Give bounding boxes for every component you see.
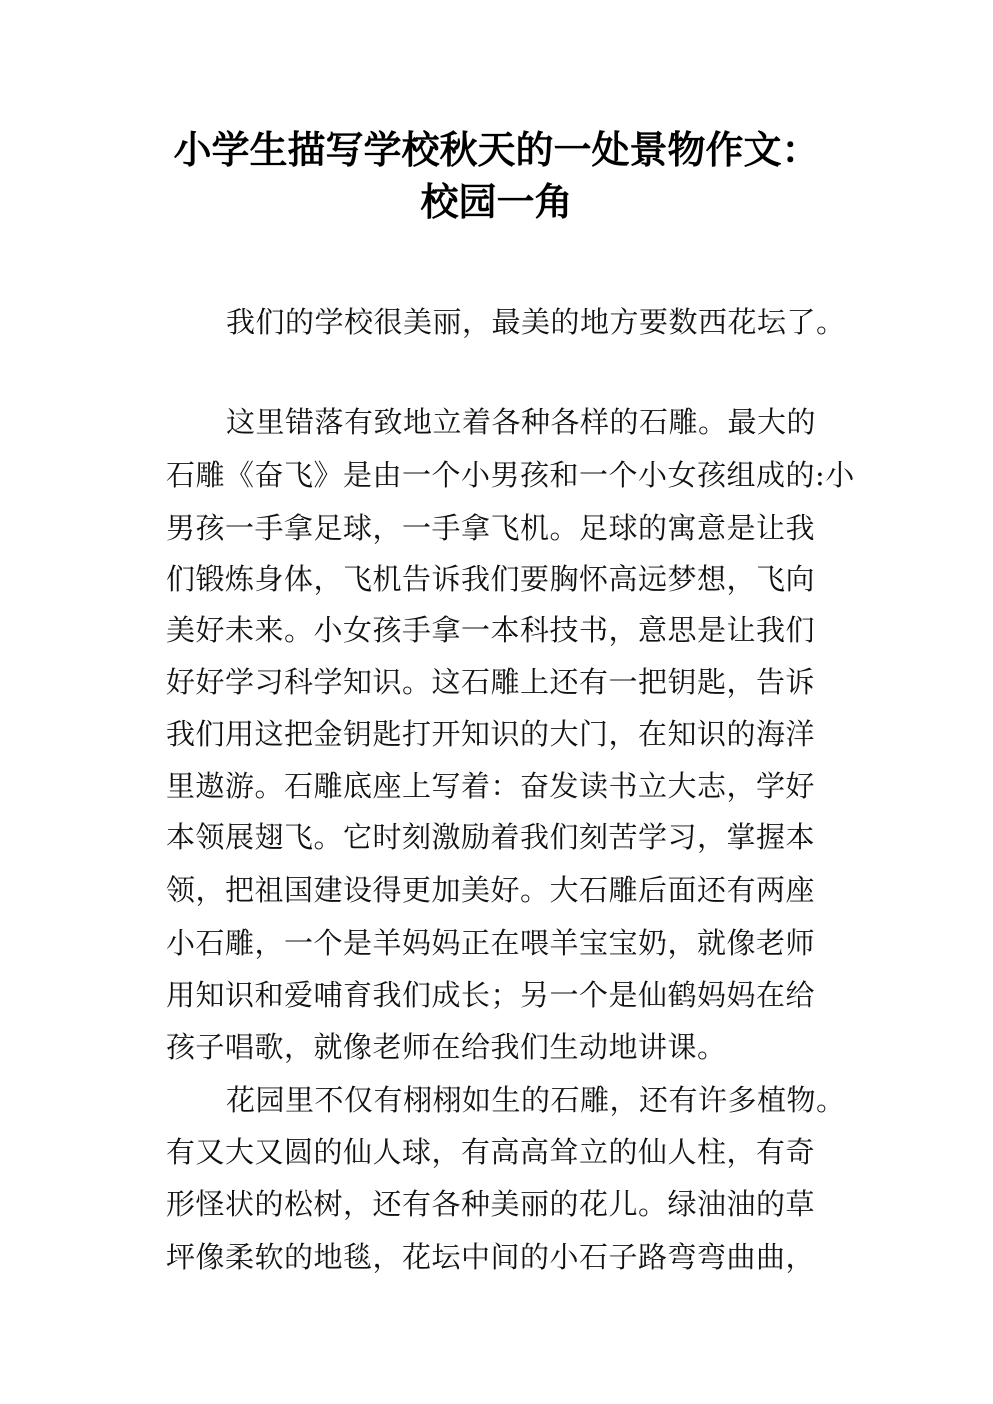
paragraph-1-line-1: 我们的学校很美丽，最美的地方要数西花坛了。 [226,305,846,339]
paragraph-2-line-10: 领，把祖国建设得更加美好。大石雕后面还有两座 [166,873,816,907]
paragraph-2-line-2: 石雕《奋飞》是由一个小男孩和一个小女孩组成的:小 [166,458,855,492]
paragraph-2-line-6: 好好学习科学知识。这石雕上还有一把钥匙，告诉 [166,665,816,699]
paragraph-2-line-5: 美好未来。小女孩手拿一本科技书，意思是让我们 [166,613,816,647]
title-line-1: 小学生描写学校秋天的一处景物作文： [173,128,820,172]
paragraph-2-line-11: 小石雕，一个是羊妈妈正在喂羊宝宝奶，就像老师 [166,926,816,960]
paragraph-2-line-4: 们锻炼身体，飞机告诉我们要胸怀高远梦想，飞向 [166,562,816,596]
paragraph-2-line-12: 用知识和爱哺育我们成长；另一个是仙鹤妈妈在给 [166,978,816,1012]
paragraph-3-line-2: 有又大又圆的仙人球，有高高耸立的仙人柱，有奇 [166,1135,816,1169]
paragraph-2-line-3: 男孩一手拿足球，一手拿飞机。足球的寓意是让我 [166,511,816,545]
title-line-2: 校园一角 [420,180,573,224]
paragraph-2-line-7: 我们用这把金钥匙打开知识的大门，在知识的海洋 [166,717,816,751]
paragraph-3-line-1: 花园里不仅有栩栩如生的石雕，还有许多植物。 [226,1083,846,1117]
paragraph-2-line-13: 孩子唱歌，就像老师在给我们生动地讲课。 [166,1030,727,1064]
paragraph-2-line-1: 这里错落有致地立着各种各样的石雕。最大的 [226,405,817,439]
paragraph-3-line-3: 形怪状的松树，还有各种美丽的花儿。绿油油的草 [166,1187,816,1221]
paragraph-2-line-8: 里遨游。石雕底座上写着：奋发读书立大志，学好 [166,769,816,803]
paragraph-3-line-4: 坪像柔软的地毯，花坛中间的小石子路弯弯曲曲， [166,1240,816,1274]
paragraph-2-line-9: 本领展翅飞。它时刻激励着我们刻苦学习，掌握本 [166,820,816,854]
